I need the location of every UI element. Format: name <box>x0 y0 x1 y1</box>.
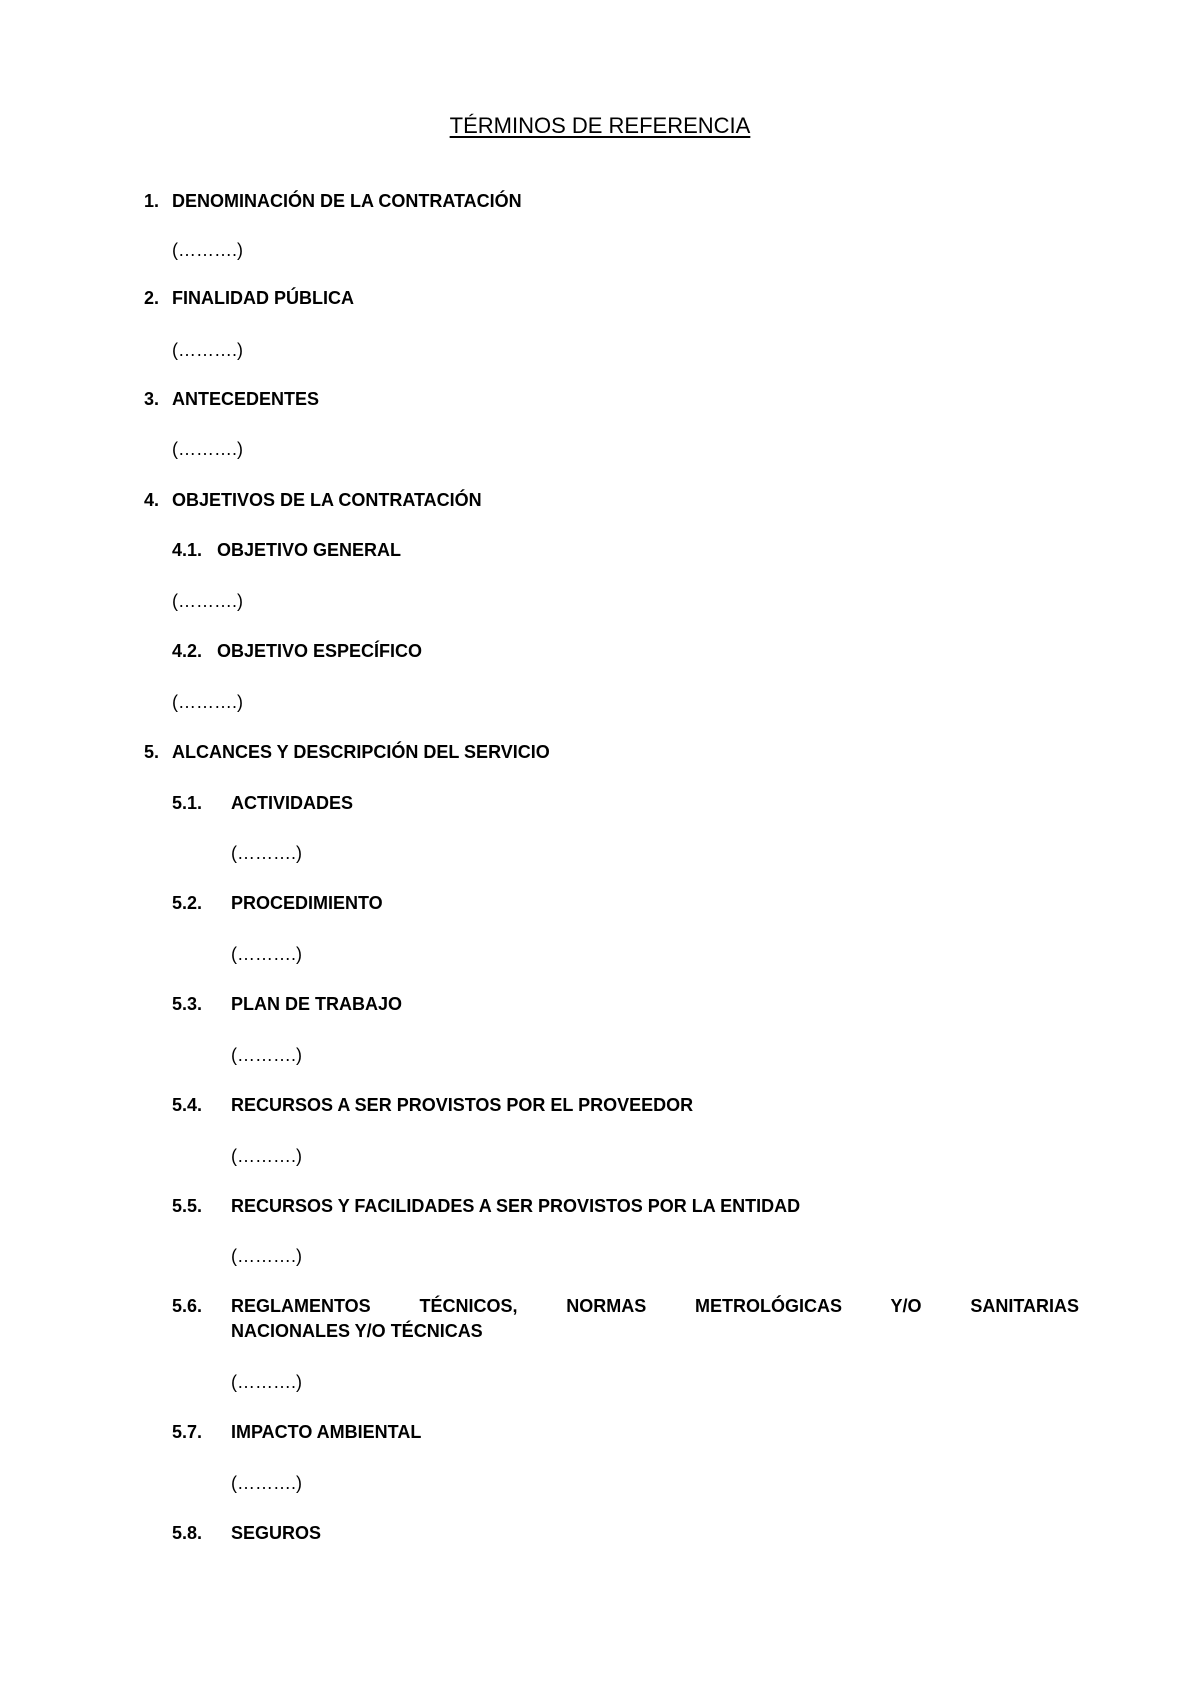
placeholder-text: (……….) <box>231 843 302 863</box>
subsection-heading: SEGUROS <box>231 1523 322 1543</box>
subsection-number: 5.1. <box>172 793 203 813</box>
subsection-heading-line2: NACIONALES Y/O TÉCNICAS <box>231 1321 483 1341</box>
subsection-heading-line1: REGLAMENTOS TÉCNICOS, NORMAS METROLÓGICAS Y/O SANITARIAS <box>231 1296 1079 1316</box>
placeholder-text: (……….) <box>172 591 243 611</box>
subsection-heading: ACTIVIDADES <box>231 793 354 813</box>
subsection-heading: RECURSOS Y FACILIDADES A SER PROVISTOS POR LA ENTIDAD <box>231 1196 801 1216</box>
subsection-heading: IMPACTO AMBIENTAL <box>231 1422 422 1442</box>
subsection-number: 5.6. <box>172 1296 203 1316</box>
subsection-number: 4.1. <box>172 540 203 560</box>
section-number: 3. <box>144 389 160 409</box>
section-heading: ANTECEDENTES <box>172 389 320 409</box>
subsection-number: 5.4. <box>172 1095 203 1115</box>
subsection-number: 5.5. <box>172 1196 203 1216</box>
section-heading: FINALIDAD PÚBLICA <box>172 288 354 308</box>
section-number: 5. <box>144 742 160 762</box>
placeholder-text: (……….) <box>231 1146 302 1166</box>
section-heading: DENOMINACIÓN DE LA CONTRATACIÓN <box>172 191 522 211</box>
subsection-heading: PLAN DE TRABAJO <box>231 994 403 1014</box>
placeholder-text: (……….) <box>231 944 302 964</box>
placeholder-text: (……….) <box>231 1246 302 1266</box>
section-heading: ALCANCES Y DESCRIPCIÓN DEL SERVICIO <box>172 742 550 762</box>
subsection-heading: RECURSOS A SER PROVISTOS POR EL PROVEEDOR <box>231 1095 694 1115</box>
document-title: TÉRMINOS DE REFERENCIA <box>449 113 751 138</box>
placeholder-text: (……….) <box>172 692 243 712</box>
section-number: 2. <box>144 288 160 308</box>
placeholder-text: (……….) <box>231 1045 302 1065</box>
subsection-number: 5.7. <box>172 1422 203 1442</box>
placeholder-text: (……….) <box>231 1473 302 1493</box>
subsection-number: 4.2. <box>172 641 203 661</box>
placeholder-text: (……….) <box>172 240 243 260</box>
placeholder-text: (……….) <box>172 439 243 459</box>
subsection-number: 5.3. <box>172 994 203 1014</box>
subsection-heading: OBJETIVO ESPECÍFICO <box>217 641 423 661</box>
subsection-number: 5.8. <box>172 1523 203 1543</box>
subsection-heading: PROCEDIMIENTO <box>231 893 383 913</box>
section-number: 4. <box>144 490 160 510</box>
section-heading: OBJETIVOS DE LA CONTRATACIÓN <box>172 490 482 510</box>
subsection-number: 5.2. <box>172 893 203 913</box>
placeholder-text: (……….) <box>231 1372 302 1392</box>
section-number: 1. <box>144 191 160 211</box>
placeholder-text: (……….) <box>172 340 243 360</box>
subsection-heading: OBJETIVO GENERAL <box>217 540 402 560</box>
